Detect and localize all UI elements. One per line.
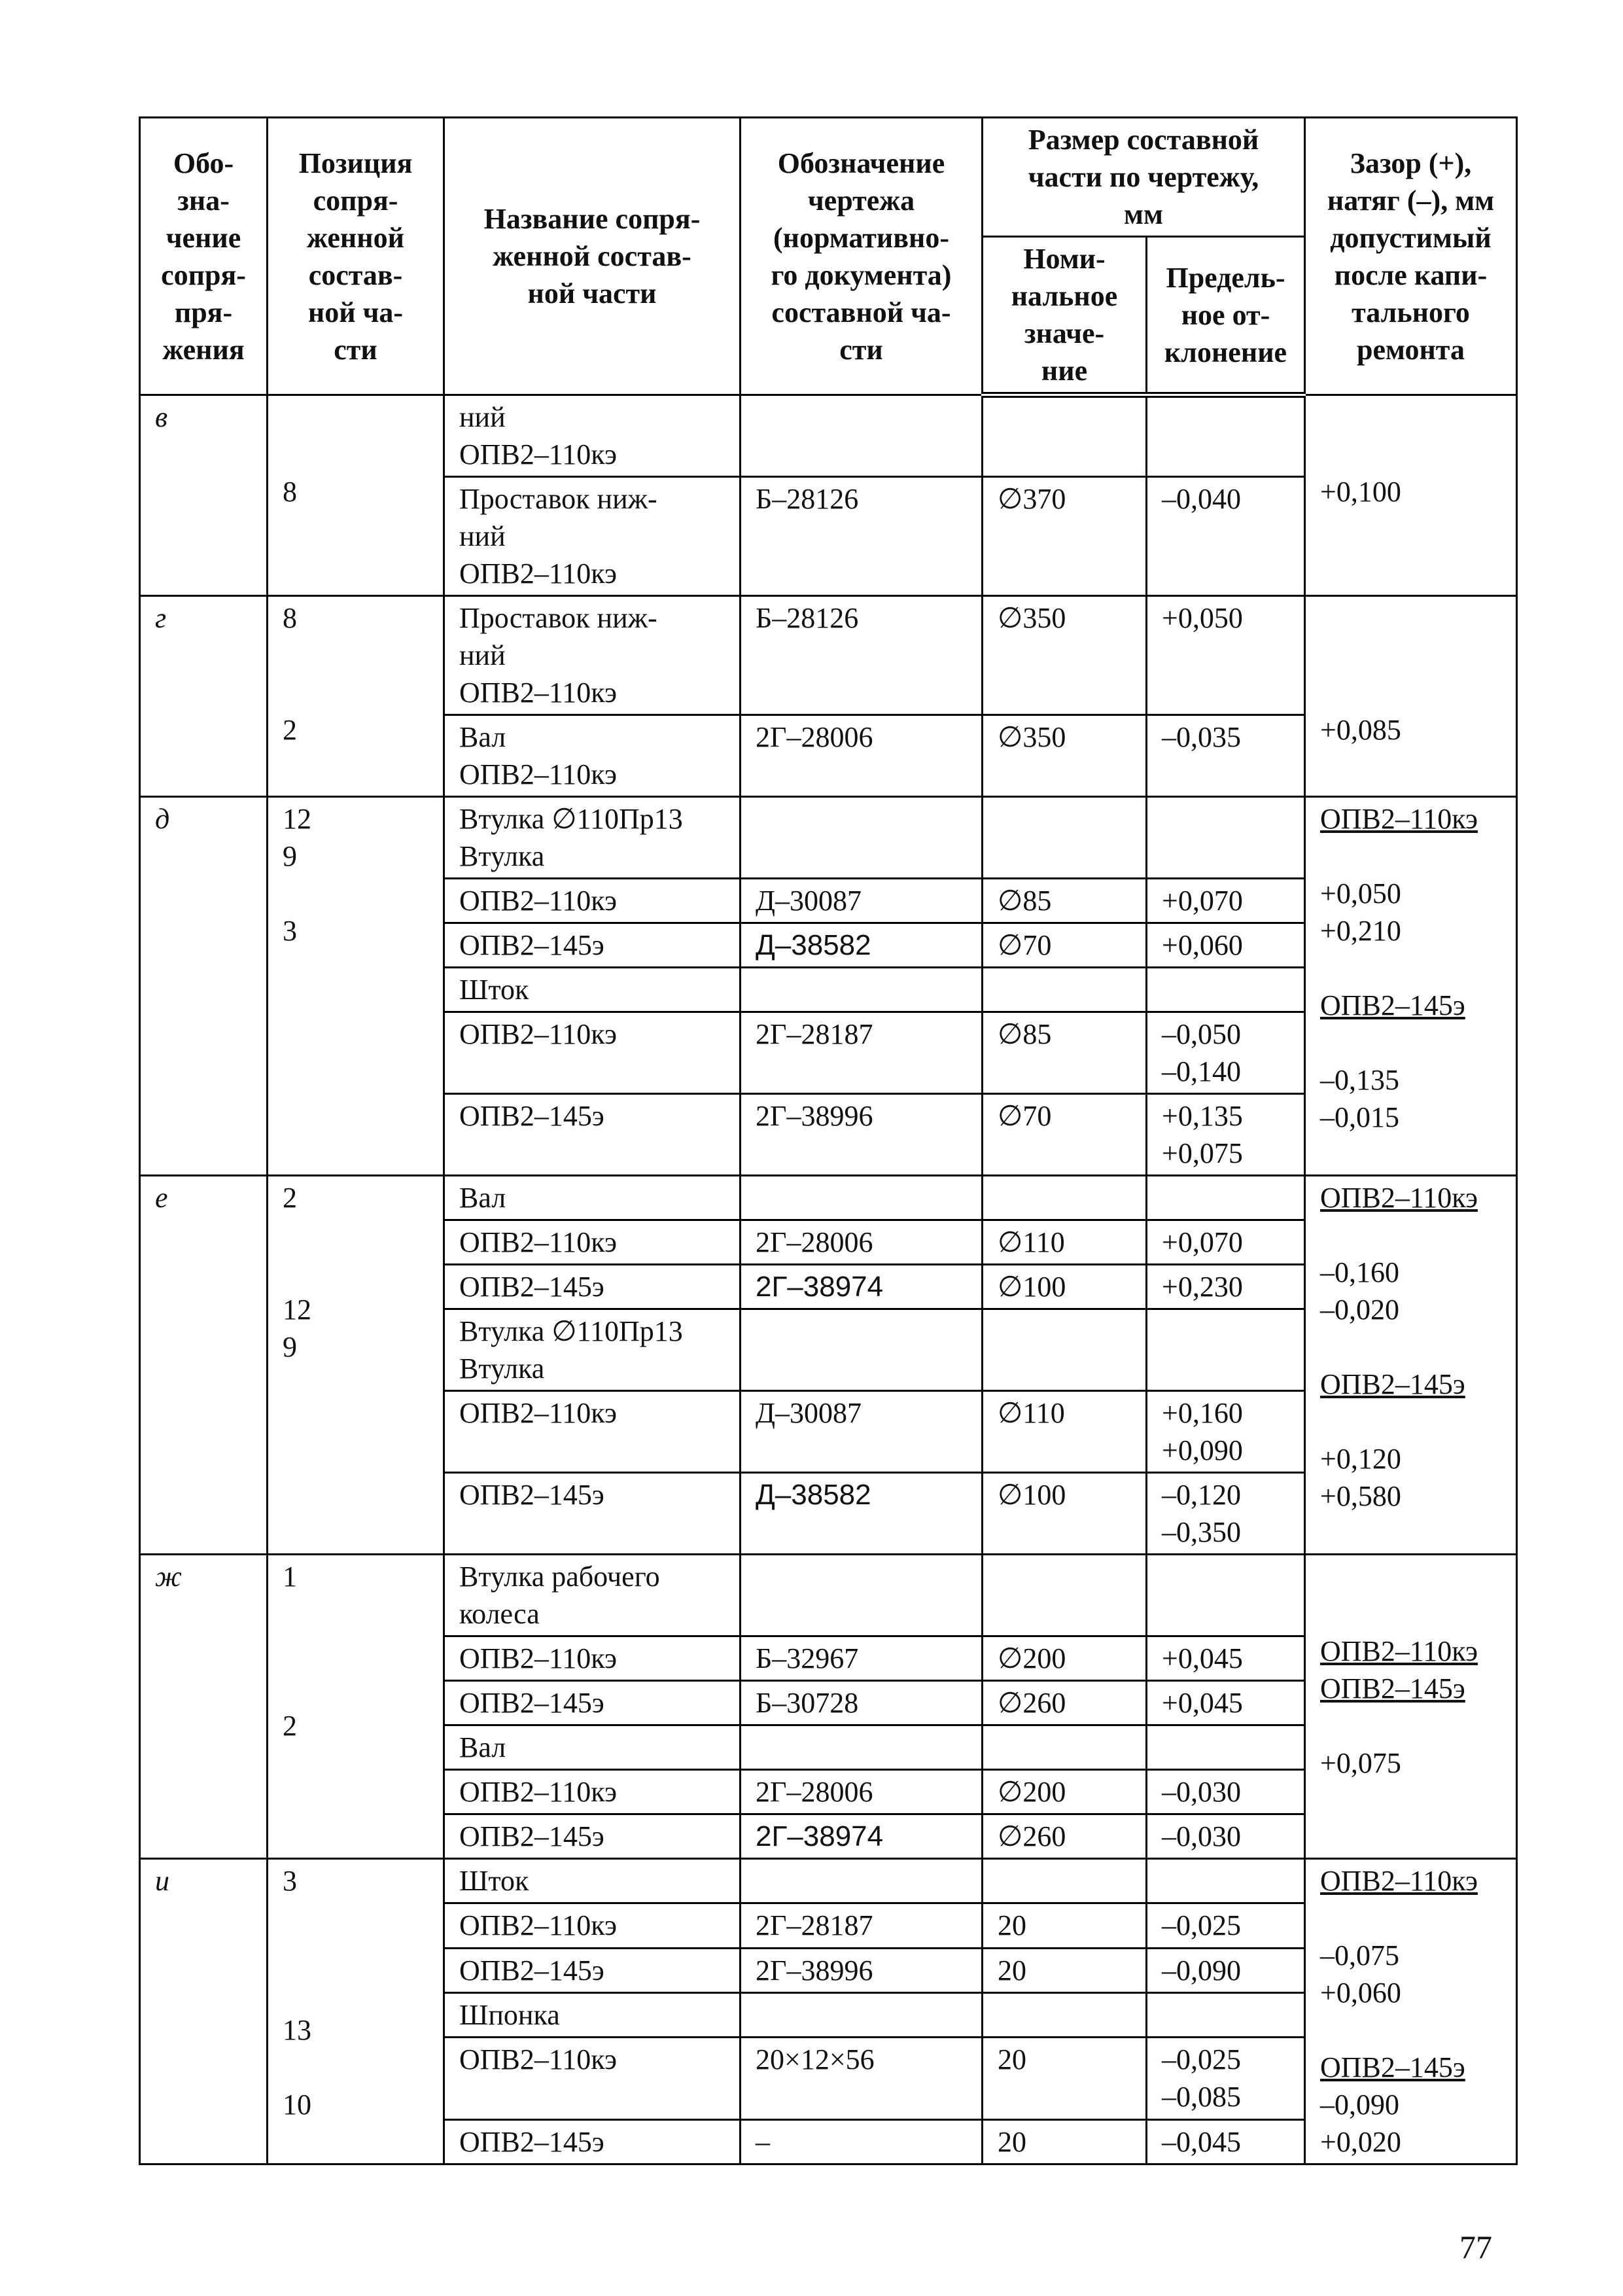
deviation-cell: +0,050 [1147, 596, 1305, 715]
deviation-cell: –0,090 [1147, 1948, 1305, 1992]
header-part-name: Название сопря- женной состав- ной части [444, 118, 741, 395]
clearance-line: +0,210 [1320, 915, 1401, 947]
clearance-line: +0,075 [1320, 1747, 1401, 1779]
nominal-cell [983, 968, 1147, 1012]
header-designation: Обо- зна- чение сопря- пря- жения [140, 118, 268, 395]
deviation-cell: –0,035 [1147, 715, 1305, 797]
clearance-line [1320, 1328, 1501, 1366]
clearance-line [1320, 1403, 1501, 1440]
part-name-cell: Втулка рабочего колеса [444, 1555, 741, 1636]
clearance-line [1320, 1216, 1501, 1254]
part-name-cell: ОПВ2–145э [444, 1265, 741, 1309]
clearance-line: +0,580 [1320, 1480, 1401, 1512]
deviation-cell: –0,025 [1147, 1903, 1305, 1948]
group-label: е [140, 1176, 268, 1555]
deviation-cell [1147, 968, 1305, 1012]
part-name-cell: ОПВ2–145э [444, 1948, 741, 1992]
part-name-cell: Проставок ниж- ний ОПВ2–110кэ [444, 477, 741, 596]
table-row [140, 596, 1517, 715]
part-name-cell: ОПВ2–110кэ [444, 1391, 741, 1473]
part-name-cell: ОПВ2–145э [444, 1094, 741, 1176]
part-name-cell: ОПВ2–110кэ [444, 1012, 741, 1094]
drawing-cell: 2Г–28006 [741, 715, 983, 797]
table-row [140, 1555, 1517, 1636]
clearance-line [1320, 1024, 1501, 1061]
part-name-cell: Шток [444, 968, 741, 1012]
position-cell: 12 9 3 [268, 797, 444, 1176]
nominal-cell: ∅70 [983, 923, 1147, 968]
clearance-line: ОПВ2–145э [1320, 1368, 1465, 1400]
header-clearance: Зазор (+), натяг (–), мм допустимый после капи- тального ремонта [1305, 118, 1517, 395]
part-name-cell: Вал ОПВ2–110кэ [444, 715, 741, 797]
drawing-cell [741, 1176, 983, 1220]
clearance-line: –0,160 [1320, 1256, 1399, 1288]
drawing-cell [741, 797, 983, 879]
nominal-cell: 20 [983, 2038, 1147, 2120]
drawing-cell [741, 1555, 983, 1636]
clearance-line: ОПВ2–145э [1320, 989, 1465, 1021]
part-name-cell: ОПВ2–110кэ [444, 1770, 741, 1814]
clearance-cell [1305, 1859, 1517, 2164]
nominal-cell: ∅110 [983, 1220, 1147, 1265]
drawing-cell: 20×12×56 [741, 2038, 983, 2120]
header-drawing: Обозначение чертежа (нормативно- го документа) составной ча- сти [741, 118, 983, 395]
part-name-cell: ний ОПВ2–110кэ [444, 395, 741, 477]
nominal-cell: ∅200 [983, 1636, 1147, 1681]
header-size: Размер составной части по чертежу, мм [983, 118, 1305, 237]
drawing-cell: 2Г–38974 [741, 1265, 983, 1309]
clearance-line [1320, 436, 1501, 473]
nominal-cell: ∅70 [983, 1094, 1147, 1176]
clearance-line: +0,120 [1320, 1443, 1401, 1475]
deviation-cell: +0,045 [1147, 1636, 1305, 1681]
clearance-line: +0,085 [1320, 714, 1401, 746]
deviation-cell: –0,030 [1147, 1814, 1305, 1859]
deviation-cell [1147, 1859, 1305, 1903]
nominal-cell [983, 1992, 1147, 2037]
clearance-line [1320, 637, 1501, 674]
part-name-cell: ОПВ2–110кэ [444, 2038, 741, 2120]
position-cell: 8 [268, 395, 444, 596]
nominal-cell: ∅85 [983, 1012, 1147, 1094]
clearance-line [1320, 1899, 1501, 1937]
part-name-cell: Шток [444, 1859, 741, 1903]
table-row [140, 395, 1517, 477]
clearance-cell [1305, 797, 1517, 1176]
nominal-cell [983, 1859, 1147, 1903]
group-label: в [140, 395, 268, 596]
position-cell: 1 2 [268, 1555, 444, 1859]
drawing-cell: 2Г–38974 [741, 1814, 983, 1859]
nominal-cell: ∅100 [983, 1473, 1147, 1555]
deviation-cell: +0,135 +0,075 [1147, 1094, 1305, 1176]
clearance-line [1320, 599, 1501, 637]
part-name-cell: ОПВ2–145э [444, 923, 741, 968]
drawing-cell: 2Г–28006 [741, 1770, 983, 1814]
part-name-cell: Втулка ∅110Пр13 Втулка [444, 797, 741, 879]
drawing-cell [741, 1859, 983, 1903]
deviation-cell: +0,230 [1147, 1265, 1305, 1309]
drawing-cell [741, 968, 983, 1012]
drawing-cell: 2Г–28187 [741, 1012, 983, 1094]
drawing-cell: Д–38582 [741, 1473, 983, 1555]
clearance-cell [1305, 596, 1517, 797]
clearance-line: ОПВ2–110кэ [1320, 1182, 1478, 1214]
clearance-line: –0,015 [1320, 1101, 1399, 1133]
part-name-cell: ОПВ2–145э [444, 1473, 741, 1555]
nominal-cell: 20 [983, 1903, 1147, 1948]
part-name-cell: ОПВ2–145э [444, 1814, 741, 1859]
nominal-cell [983, 797, 1147, 879]
nominal-cell: ∅350 [983, 715, 1147, 797]
position-cell: 8 2 [268, 596, 444, 797]
drawing-cell: 2Г–28006 [741, 1220, 983, 1265]
nominal-cell: ∅370 [983, 477, 1147, 596]
group-label: ж [140, 1555, 268, 1859]
drawing-cell: Д–30087 [741, 1391, 983, 1473]
deviation-cell [1147, 1309, 1305, 1391]
drawing-cell: – [741, 2119, 983, 2164]
clearance-line: ОПВ2–145э [1320, 1672, 1465, 1704]
deviation-cell: –0,025 –0,085 [1147, 2038, 1305, 2120]
page-number: 77 [1459, 2229, 1492, 2265]
drawing-cell [741, 395, 983, 477]
part-name-cell: ОПВ2–145э [444, 2119, 741, 2164]
clearance-line: ОПВ2–110кэ [1320, 1635, 1478, 1667]
clearance-cell [1305, 395, 1517, 596]
deviation-cell: +0,160 +0,090 [1147, 1391, 1305, 1473]
drawing-cell [741, 1725, 983, 1770]
part-name-cell: ОПВ2–110кэ [444, 879, 741, 923]
position-cell: 2 12 9 [268, 1176, 444, 1555]
deviation-cell: +0,070 [1147, 1220, 1305, 1265]
nominal-cell [983, 395, 1147, 477]
part-name-cell: Втулка ∅110Пр13 Втулка [444, 1309, 741, 1391]
table-body [140, 395, 1517, 2164]
nominal-cell: ∅350 [983, 596, 1147, 715]
deviation-cell [1147, 797, 1305, 879]
deviation-cell: –0,120 –0,350 [1147, 1473, 1305, 1555]
nominal-cell: ∅85 [983, 879, 1147, 923]
clearance-cell [1305, 1555, 1517, 1859]
clearance-line [1320, 2011, 1501, 2049]
deviation-cell [1147, 1992, 1305, 2037]
nominal-cell: ∅100 [983, 1265, 1147, 1309]
clearance-line: –0,090 [1320, 2089, 1399, 2121]
header-position: Позиция сопря- женной состав- ной ча- сти [268, 118, 444, 395]
nominal-cell [983, 1725, 1147, 1770]
clearance-line [1320, 1707, 1501, 1744]
clearance-line: +0,050 [1320, 877, 1401, 910]
group-label: г [140, 596, 268, 797]
deviation-cell: –0,030 [1147, 1770, 1305, 1814]
clearance-line: +0,060 [1320, 1977, 1401, 2009]
table-row [140, 797, 1517, 879]
nominal-cell [983, 1555, 1147, 1636]
part-name-cell: ОПВ2–145э [444, 1681, 741, 1725]
drawing-cell: Б–28126 [741, 477, 983, 596]
drawing-cell [741, 1309, 983, 1391]
clearance-line [1320, 1595, 1501, 1633]
deviation-cell: +0,045 [1147, 1681, 1305, 1725]
drawing-cell: 2Г–38996 [741, 1094, 983, 1176]
drawing-cell [741, 1992, 983, 2037]
nominal-cell: 20 [983, 1948, 1147, 1992]
part-name-cell: ОПВ2–110кэ [444, 1220, 741, 1265]
drawing-cell: Д–30087 [741, 879, 983, 923]
table-row [140, 1859, 1517, 1903]
deviation-cell [1147, 1555, 1305, 1636]
clearance-line: ОПВ2–110кэ [1320, 1865, 1478, 1897]
spec-table [139, 116, 1518, 2165]
nominal-cell: 20 [983, 2119, 1147, 2164]
clearance-cell [1305, 1176, 1517, 1555]
part-name-cell: ОПВ2–110кэ [444, 1903, 741, 1948]
nominal-cell [983, 1176, 1147, 1220]
clearance-line: –0,135 [1320, 1064, 1399, 1096]
group-label: и [140, 1859, 268, 2164]
drawing-cell: Б–30728 [741, 1681, 983, 1725]
group-label: д [140, 797, 268, 1176]
nominal-cell: ∅260 [983, 1681, 1147, 1725]
clearance-line: +0,100 [1320, 476, 1401, 508]
clearance-line: +0,020 [1320, 2126, 1401, 2158]
drawing-cell: 2Г–28187 [741, 1903, 983, 1948]
part-name-cell: Вал [444, 1725, 741, 1770]
nominal-cell [983, 1309, 1147, 1391]
deviation-cell [1147, 1725, 1305, 1770]
header-deviation: Предель- ное от- клонение [1147, 237, 1305, 395]
drawing-cell: 2Г–38996 [741, 1948, 983, 1992]
drawing-cell: Б–32967 [741, 1636, 983, 1681]
drawing-cell: Б–28126 [741, 596, 983, 715]
drawing-cell: Д–38582 [741, 923, 983, 968]
part-name-cell: Вал [444, 1176, 741, 1220]
header-nominal: Номи- нальное значе- ние [983, 237, 1147, 395]
clearance-line [1320, 1558, 1501, 1595]
part-name-cell: ОПВ2–110кэ [444, 1636, 741, 1681]
deviation-cell: +0,060 [1147, 923, 1305, 968]
nominal-cell: ∅110 [983, 1391, 1147, 1473]
clearance-line: ОПВ2–110кэ [1320, 803, 1478, 835]
clearance-line: –0,020 [1320, 1294, 1399, 1326]
table-row [140, 1176, 1517, 1220]
clearance-line [1320, 949, 1501, 987]
clearance-line: –0,075 [1320, 1939, 1399, 1971]
position-cell: 3 13 10 [268, 1859, 444, 2164]
part-name-cell: Шпонка [444, 1992, 741, 2037]
clearance-line: ОПВ2–145э [1320, 2051, 1465, 2083]
deviation-cell [1147, 1176, 1305, 1220]
deviation-cell: +0,070 [1147, 879, 1305, 923]
nominal-cell: ∅260 [983, 1814, 1147, 1859]
part-name-cell: Проставок ниж- ний ОПВ2–110кэ [444, 596, 741, 715]
deviation-cell: –0,050 –0,140 [1147, 1012, 1305, 1094]
clearance-line [1320, 398, 1501, 436]
deviation-cell: –0,040 [1147, 477, 1305, 596]
deviation-cell: –0,045 [1147, 2119, 1305, 2164]
clearance-line [1320, 674, 1501, 711]
nominal-cell: ∅200 [983, 1770, 1147, 1814]
clearance-line [1320, 838, 1501, 875]
deviation-cell [1147, 395, 1305, 477]
